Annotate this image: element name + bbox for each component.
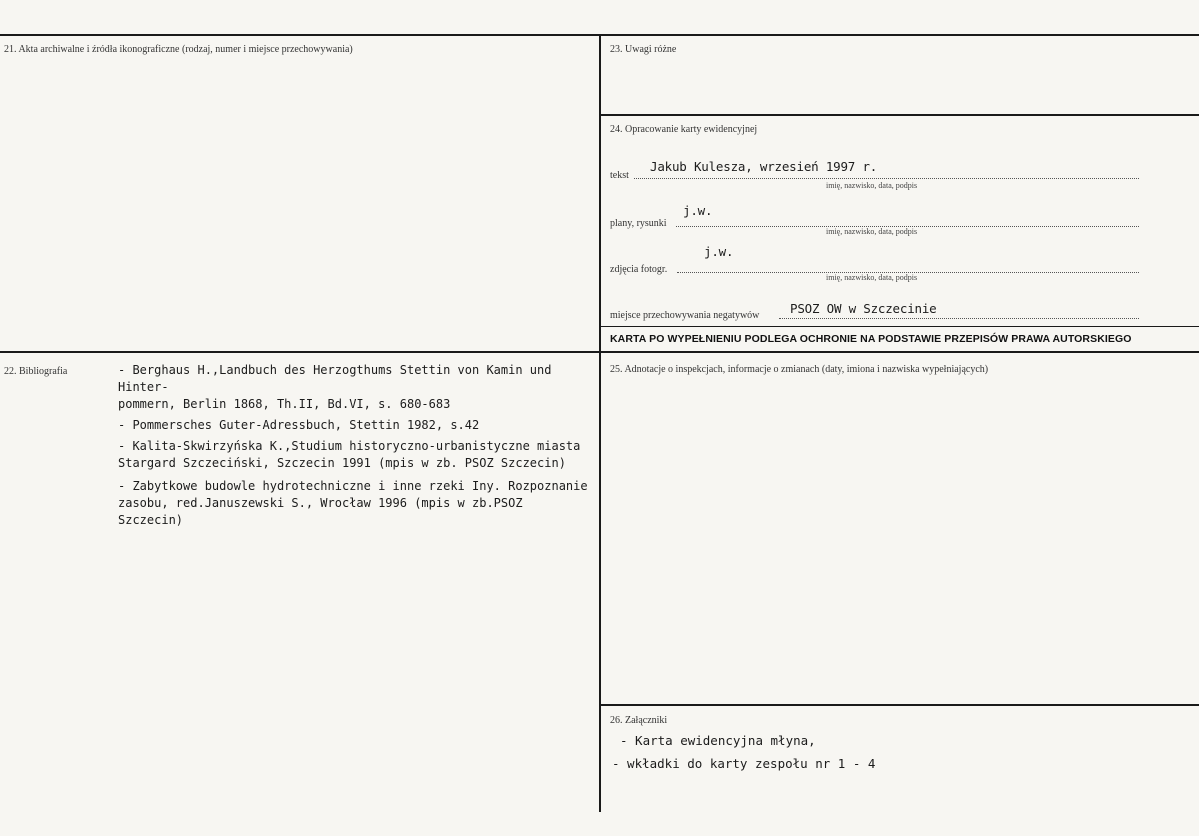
section-23-label: 23. Uwagi różne: [610, 44, 677, 55]
bibliography-entry-line: - Zabytkowe budowle hydrotechniczne i inne rzeki Iny. Rozpoznanie: [118, 479, 588, 493]
attachment-item: - wkładki do karty zespołu nr 1 - 4: [612, 756, 876, 771]
negatives-field-label: miejsce przechowywania negatywów: [610, 310, 760, 321]
text-field-label: tekst: [610, 170, 629, 181]
center-divider: [599, 34, 601, 812]
divider-23-24: [600, 114, 1199, 116]
bibliography-entry-line: - Pommersches Guter-Adressbuch, Stettin 1982, s.42: [118, 418, 480, 432]
divider-25-26: [600, 704, 1199, 706]
negatives-field-value: PSOZ OW w Szczecinie: [790, 301, 937, 316]
text-field-caption: imię, nazwisko, data, podpis: [826, 181, 918, 190]
bibliography-entry: [118, 417, 588, 434]
bibliography-entry-line: zasobu, red.Januszewski S., Wrocław 1996 (mpis w zb.PSOZ Szczecin): [118, 496, 523, 527]
attachment-item: - Karta ewidencyjna młyna,: [620, 733, 816, 748]
divider-notice-top: [600, 326, 1199, 327]
photos-field-label: zdjęcia fotogr.: [610, 264, 668, 275]
bibliography-entry: [118, 478, 588, 529]
plans-field-caption: imię, nazwisko, data, podpis: [826, 227, 918, 236]
photos-field-caption: imię, nazwisko, data, podpis: [826, 273, 918, 282]
text-field-value: Jakub Kulesza, wrzesień 1997 r.: [650, 159, 878, 174]
bibliography-entry-line: - Kalita-Skwirzyńska K.,Studium historyczno-urbanistyczne miasta: [118, 439, 581, 453]
bibliography-entry: [118, 438, 588, 472]
bibliography-entry-line: - Berghaus H.,Landbuch des Herzogthums Stettin von Kamin und Hinter-: [118, 363, 552, 394]
section-24-label: 24. Opracowanie karty ewidencyjnej: [610, 124, 758, 135]
negatives-field-line: [779, 318, 1139, 319]
section-21-label: 21. Akta archiwalne i źródła ikonograficzne (rodzaj, numer i miejsce przechowywania): [4, 44, 353, 55]
photos-field-value: j.w.: [704, 244, 734, 259]
text-field-line: [634, 178, 1139, 179]
copyright-notice: KARTA PO WYPEŁNIENIU PODLEGA OCHRONIE NA PODSTAWIE PRZEPISÓW PRAWA AUTORSKIEGO: [610, 333, 1132, 345]
section-22-label: 22. Bibliografia: [4, 366, 68, 377]
section-26-label: 26. Załączniki: [610, 715, 668, 726]
plans-field-label: plany, rysunki: [610, 218, 667, 229]
section-25-label: 25. Adnotacje o inspekcjach, informacje o zmianach (daty, imiona i nazwiska wypełniających): [610, 364, 989, 375]
plans-field-value: j.w.: [683, 203, 713, 218]
bibliography-entry-line: Stargard Szczeciński, Szczecin 1991 (mpis w zb. PSOZ Szczecin): [118, 456, 566, 470]
bibliography-entry: [118, 362, 588, 413]
bibliography-list: [118, 362, 588, 529]
divider-middle: [0, 351, 1199, 353]
bibliography-entry-line: pommern, Berlin 1868, Th.II, Bd.VI, s. 680-683: [118, 397, 451, 411]
